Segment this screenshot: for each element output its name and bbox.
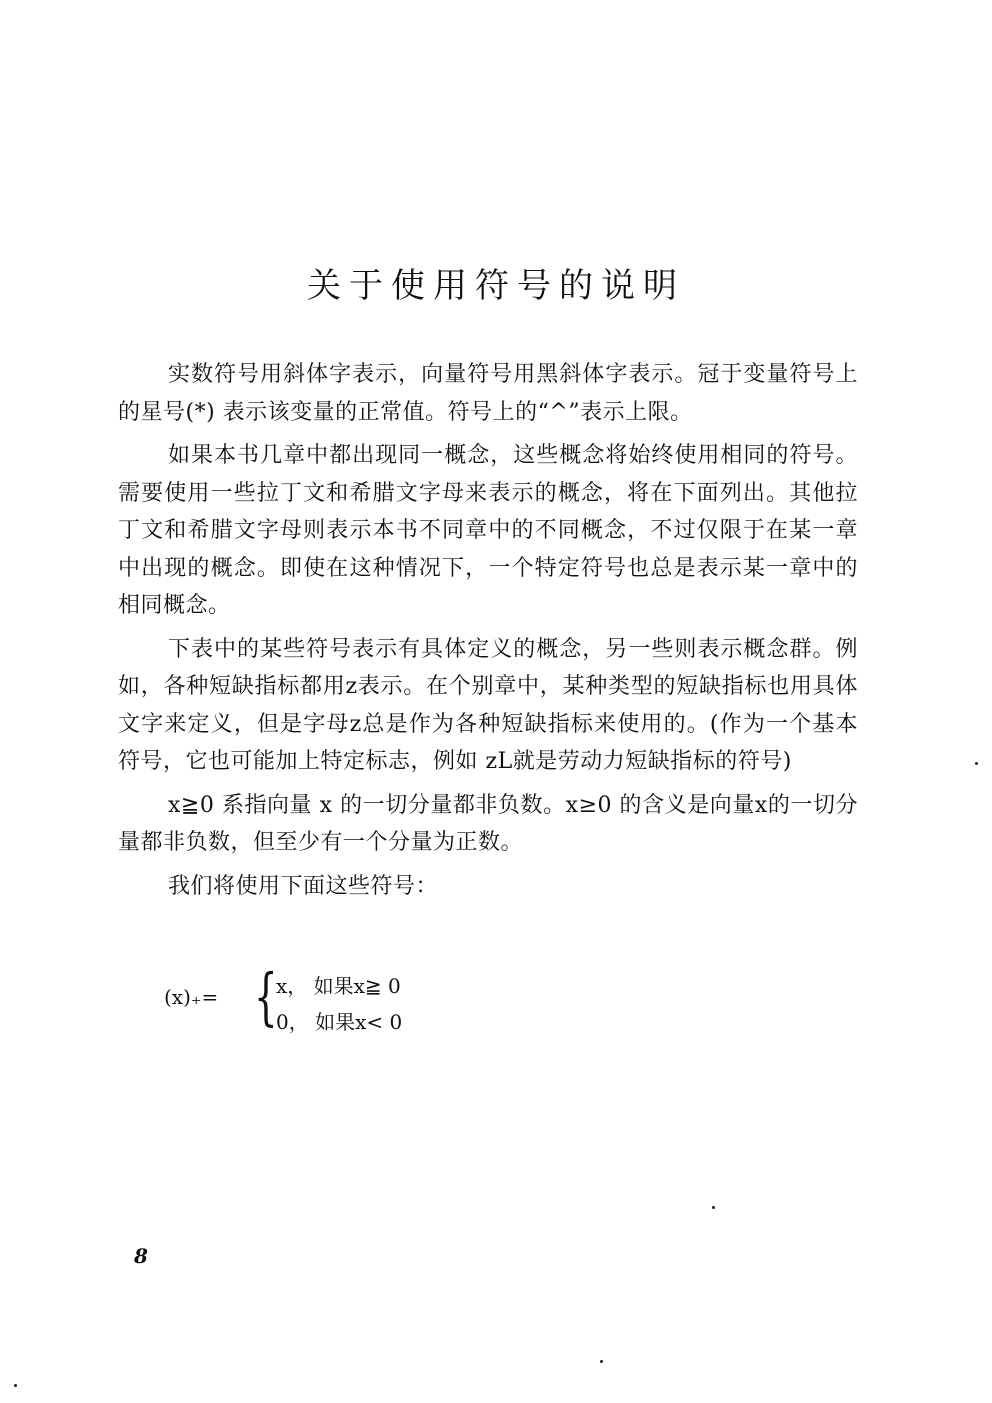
paragraph-notation-basics: 实数符号用斜体字表示，向量符号用黑斜体字表示。冠于变量符号上的星号(*) 表示该变量的正常值。符号上的“^”表示上限。 <box>118 362 858 425</box>
paragraph-vector-inequality: x≧0 系指向量 x 的一切分量都非负数。x≥0 的含义是向量x的一切分量都非负数，但至少有一个分量为正数。 <box>118 792 858 855</box>
paragraph-concept-groups: 下表中的某些符号表示有具体定义的概念，另一些则表示概念群。例如，各种短缺指标都用z表示。在个别章中，某种类型的短缺指标也用具体文字来定义，但是字母z总是作为各种短缺指标来使用的。(作为一个基本符号，它也可能加上特定标志，例如 zL就是劳动力短缺指标的符号) <box>118 636 858 774</box>
page-number: 8 <box>134 1244 148 1268</box>
positive-part-definition <box>164 960 564 1038</box>
paragraph-shared-symbols: 如果本书几章中都出现同一概念，这些概念将始终使用相同的符号。需要使用一些拉丁文和希腊文字母来表示的概念，将在下面列出。其他拉丁文和希腊文字母则表示本书不同章中的不同概念，不过仅限于在某一章中出现的概念。即使在这种情况下，一个特定符号也总是表示某一章中的相同概念。 <box>118 443 858 618</box>
paragraph-symbol-intro: 我们将使用下面这些符号： <box>168 873 439 899</box>
scan-speck <box>14 1384 17 1387</box>
body-text <box>118 356 858 911</box>
definition-case-negative: 0， 如果x< 0 <box>276 1010 403 1034</box>
definition-case-positive: x， 如果x≧ 0 <box>276 974 401 998</box>
scan-speck <box>600 1360 603 1363</box>
left-brace: { <box>254 960 278 1033</box>
page-title: 关于使用符号的说明 <box>307 266 685 306</box>
scan-speck <box>712 1206 715 1209</box>
scan-speck <box>975 762 978 765</box>
definition-lhs: (x)₊= <box>164 985 219 1009</box>
